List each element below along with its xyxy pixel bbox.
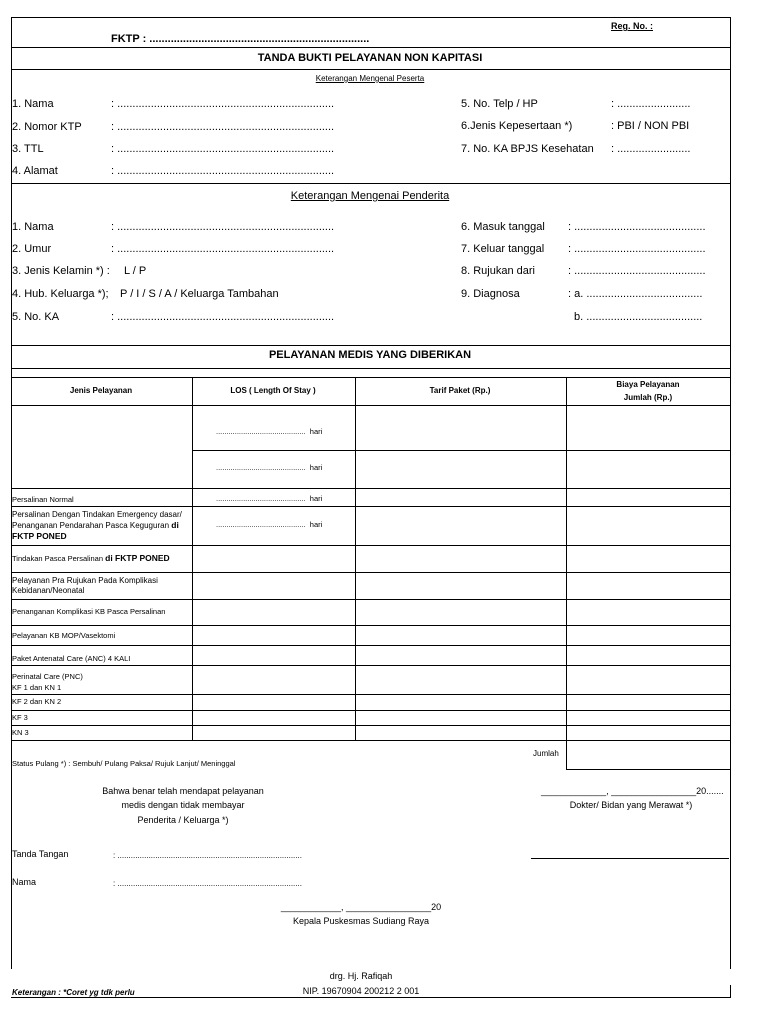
divider-1	[11, 47, 731, 48]
peserta-label-4: 4. Alamat	[12, 165, 58, 177]
peserta-label-3: 3. TTL	[12, 143, 44, 155]
reg-no: Reg. No. :	[611, 21, 653, 31]
los-unit: hari	[309, 427, 323, 436]
ttd-value: : ...................................................................................	[113, 851, 302, 860]
los-entry-2	[216, 463, 322, 472]
divider-6	[11, 377, 731, 378]
peserta-label-2: 2. Nomor KTP	[12, 121, 82, 133]
bottom-right-tick	[730, 985, 731, 998]
statement-line-3: Penderita / Keluarga *)	[137, 815, 229, 825]
los-entry-1	[216, 427, 322, 436]
doctor-name: drg. Hj. Rafiqah	[329, 971, 393, 981]
frame-left	[11, 17, 12, 969]
penderita-value-5: : .......................................................................	[111, 311, 335, 323]
peserta-label-5: 5. No. Telp / HP	[461, 98, 538, 110]
penderita-value-7: : ...........................................	[568, 243, 706, 255]
service-row-pasca-suffix: di FKTP PONED	[105, 553, 170, 563]
table-line-r13	[11, 740, 731, 741]
nama-value: : ...................................................................................	[113, 879, 302, 888]
peserta-label-6: 6.Jenis Kepesertaan *)	[461, 120, 573, 132]
table-line-r6	[11, 599, 731, 600]
los-dots: ...........................................	[216, 427, 306, 436]
penderita-label-3: 3. Jenis Kelamin *) :	[12, 265, 110, 277]
date-center: ____________, _________________20	[280, 902, 442, 912]
divider-5	[11, 368, 731, 369]
statement-line-1: Bahwa benar telah mendapat pelayanan	[102, 786, 264, 796]
penderita-label-2: 2. Umur	[12, 243, 52, 255]
dokter-label: Dokter/ Bidan yang Merawat *)	[569, 800, 693, 810]
service-row-persalinan-normal: Persalinan Normal	[12, 495, 74, 504]
los-dots: ...........................................	[216, 520, 306, 529]
service-row-kf3: KF 3	[12, 713, 28, 722]
service-row-komplikasi-kb: Penanganan Komplikasi KB Pasca Persalinan	[12, 607, 166, 616]
penderita-value-4: P / I / S / A / Keluarga Tambahan	[120, 288, 279, 300]
service-row-emergency-suffix: di FKTP PONED	[12, 520, 179, 541]
penderita-label-9: 9. Diagnosa	[461, 288, 520, 300]
col-header-tarif: Tarif Paket (Rp.)	[429, 386, 491, 395]
penderita-label-7: 7. Keluar tanggal	[461, 243, 545, 255]
table-line-r12	[11, 725, 731, 726]
penderita-value-3: L / P	[124, 265, 147, 277]
table-line-r4	[11, 545, 731, 546]
los-unit: hari	[309, 520, 323, 529]
status-pulang: Status Pulang *) : Sembuh/ Pulang Paksa/ Rujuk Lanjut/ Meninggal	[12, 759, 236, 768]
peserta-value-6: : PBI / NON PBI	[611, 120, 690, 132]
service-row-pasca-persalinan	[12, 553, 170, 563]
peserta-value-1: : .......................................................................	[111, 98, 335, 110]
peserta-value-7: : ........................	[611, 143, 691, 155]
penderita-label-4: 4. Hub. Keluarga *);	[12, 288, 109, 300]
divider-3	[11, 183, 731, 184]
table-line-r11	[11, 710, 731, 711]
penderita-label-8: 8. Rujukan dari	[461, 265, 535, 277]
peserta-value-4: : .......................................................................	[111, 165, 335, 177]
table-vline-2	[355, 377, 356, 740]
penderita-caption: Keterangan Mengenai Penderita	[290, 190, 450, 202]
table-line-r10	[11, 694, 731, 695]
jumlah-label: Jumlah	[533, 749, 559, 758]
table-line-jumlah-bottom	[566, 769, 731, 770]
keterangan-note: Keterangan : *Coret yg tdk perlu	[12, 988, 135, 997]
service-row-kn3: KN 3	[12, 728, 29, 737]
table-vline-3	[566, 377, 567, 769]
fktp-line: FKTP : ........................................................................	[111, 33, 370, 45]
service-row-kf2-kn2: KF 2 dan KN 2	[12, 697, 62, 706]
los-entry-3	[216, 494, 322, 503]
doctor-nip: NIP. 19670904 200212 2 001	[302, 986, 420, 996]
peserta-value-3: : .......................................................................	[111, 143, 335, 155]
table-line-header-bottom	[11, 405, 731, 406]
col-header-jenis: Jenis Pelayanan	[69, 386, 133, 395]
service-row-pasca-text: Tindakan Pasca Persalinan	[12, 554, 104, 563]
penderita-value-9b: b. ......................................	[574, 311, 703, 323]
col-header-biaya-1: Biaya Pelayanan	[616, 380, 680, 389]
peserta-caption: Keterangan Mengenal Peserta	[315, 74, 425, 83]
table-line-r7	[11, 625, 731, 626]
service-row-emergency	[12, 510, 190, 542]
service-row-pra-rujukan: Pelayanan Pra Rujukan Pada Komplikasi Kebidanan/Neonatal	[12, 576, 158, 595]
peserta-label-7: 7. No. KA BPJS Kesehatan	[461, 143, 594, 155]
table-line-r5	[11, 572, 731, 573]
frame-right	[730, 17, 731, 969]
service-row-pnc: Perinatal Care (PNC)	[12, 672, 83, 681]
peserta-value-5: : ........................	[611, 98, 691, 110]
penderita-label-6: 6. Masuk tanggal	[461, 221, 545, 233]
los-dots: ...........................................	[216, 494, 306, 503]
nama-label: Nama	[12, 877, 37, 887]
penderita-value-2: : .......................................................................	[111, 243, 335, 255]
penderita-value-1: : .......................................................................	[111, 221, 335, 233]
table-line-r8	[11, 645, 731, 646]
penderita-value-8: : ...........................................	[568, 265, 706, 277]
divider-2	[11, 69, 731, 70]
los-entry-4	[216, 520, 322, 529]
table-line-r3	[11, 506, 731, 507]
table-line-r9	[11, 665, 731, 666]
frame-top	[11, 17, 731, 18]
service-row-kb-mop: Pelayanan KB MOP/Vasektomi	[12, 631, 116, 640]
peserta-value-2: : .......................................................................	[111, 121, 335, 133]
table-vline-1	[192, 377, 193, 740]
table-line-r2	[11, 488, 731, 489]
los-unit: hari	[309, 463, 323, 472]
service-row-anc: Paket Antenatal Care (ANC) 4 KALI	[12, 654, 131, 663]
penderita-label-1: 1. Nama	[12, 221, 54, 233]
penderita-value-9: : a. ......................................	[568, 288, 703, 300]
peserta-label-1: 1. Nama	[12, 98, 54, 110]
bottom-line	[11, 997, 731, 998]
penderita-label-5: 5. No. KA	[12, 311, 60, 323]
service-row-kf1-kn1: KF 1 dan KN 1	[12, 683, 62, 692]
statement-line-2: medis dengan tidak membayar	[121, 800, 245, 810]
los-dots: ...........................................	[216, 463, 306, 472]
form-title: TANDA BUKTI PELAYANAN NON KAPITASI	[257, 52, 483, 64]
date-right: _____________, _________________20.......	[541, 786, 724, 796]
penderita-value-6: : ...........................................	[568, 221, 706, 233]
los-unit: hari	[309, 494, 323, 503]
divider-4	[11, 345, 731, 346]
ttd-label: Tanda Tangan	[12, 849, 69, 859]
service-row-emergency-text: Persalinan Dengan Tindakan Emergency dasar/ Penanganan Pendarahan Pasca Keguguran	[12, 510, 182, 530]
services-title: PELAYANAN MEDIS YANG DIBERIKAN	[268, 349, 472, 361]
col-header-los: LOS ( Length Of Stay )	[230, 386, 316, 395]
col-header-biaya-2: Jumlah (Rp.)	[623, 393, 673, 402]
dokter-signature-line	[531, 858, 729, 859]
kepala-label: Kepala Puskesmas Sudiang Raya	[292, 916, 430, 926]
table-line-r1	[192, 450, 730, 451]
